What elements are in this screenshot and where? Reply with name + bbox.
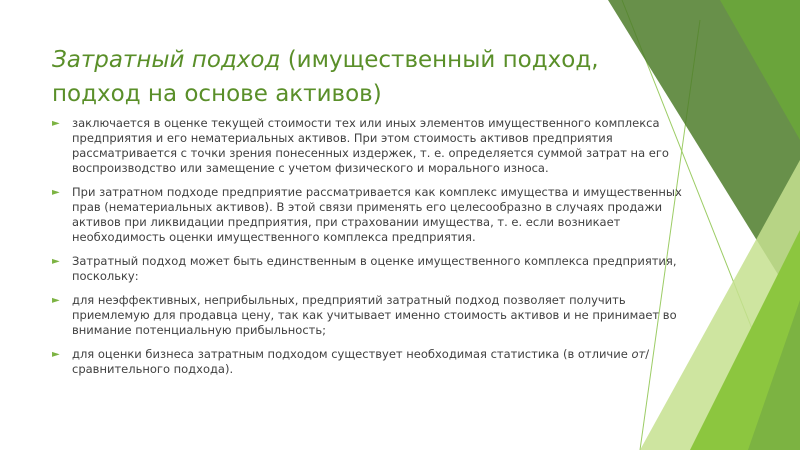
bullet-text: При затратном подходе предприятие рассматривается как комплекс имущества и имущественных прав (нематериальных активов). В этой связи применять его целесообразно в случаях продажи активов при ликвидации предприятия, при страховании имущества, т. е. если возникает необходимость оценки имущественного комплекса предприятия. xyxy=(72,185,682,244)
bullet-arrow-icon: ► xyxy=(52,118,60,129)
bullet-text: Затратный подход может быть единственным в оценке имущественного комплекса предприятия, поскольку: xyxy=(72,254,677,283)
slide-title-rest: (имущественный подход, подход на основе активов) xyxy=(52,47,599,107)
slide-title xyxy=(52,43,612,111)
bullet-arrow-icon: ► xyxy=(52,349,60,360)
list-item xyxy=(52,254,692,284)
bullet-text-after: / сравнительного подхода). xyxy=(72,347,650,376)
bullet-list xyxy=(52,116,692,386)
list-item xyxy=(52,185,692,245)
bullet-arrow-icon: ► xyxy=(52,256,60,267)
bullet-arrow-icon: ► xyxy=(52,187,60,198)
bullet-text xyxy=(72,347,649,376)
slide-title-italic: Затратный подход xyxy=(52,47,281,73)
list-item xyxy=(52,293,692,338)
bullet-text: для неэффективных, неприбыльных, предприятий затратный подход позволяет получить приемлемую для продавца цену, так как учитывает именно стоимость активов и не принимает во внимание потенциальную прибыльность; xyxy=(72,293,677,337)
bullet-text: заключается в оценке текущей стоимости тех или иных элементов имущественного комплекса предприятия и его нематериальных активов. При этом стоимость активов предприятия рассматривается с точки зрения понесенных издержек, т. е. определяется суммой затрат на его воспроизводство или замещение с учетом физического и морального износа. xyxy=(72,116,669,175)
bullet-text-before: для оценки бизнеса затратным подходом существует необходимая статистика (в отличие xyxy=(72,347,632,361)
list-item xyxy=(52,116,692,176)
bullet-arrow-icon: ► xyxy=(52,295,60,306)
list-item xyxy=(52,347,692,377)
bullet-text-italic: от xyxy=(631,347,646,361)
